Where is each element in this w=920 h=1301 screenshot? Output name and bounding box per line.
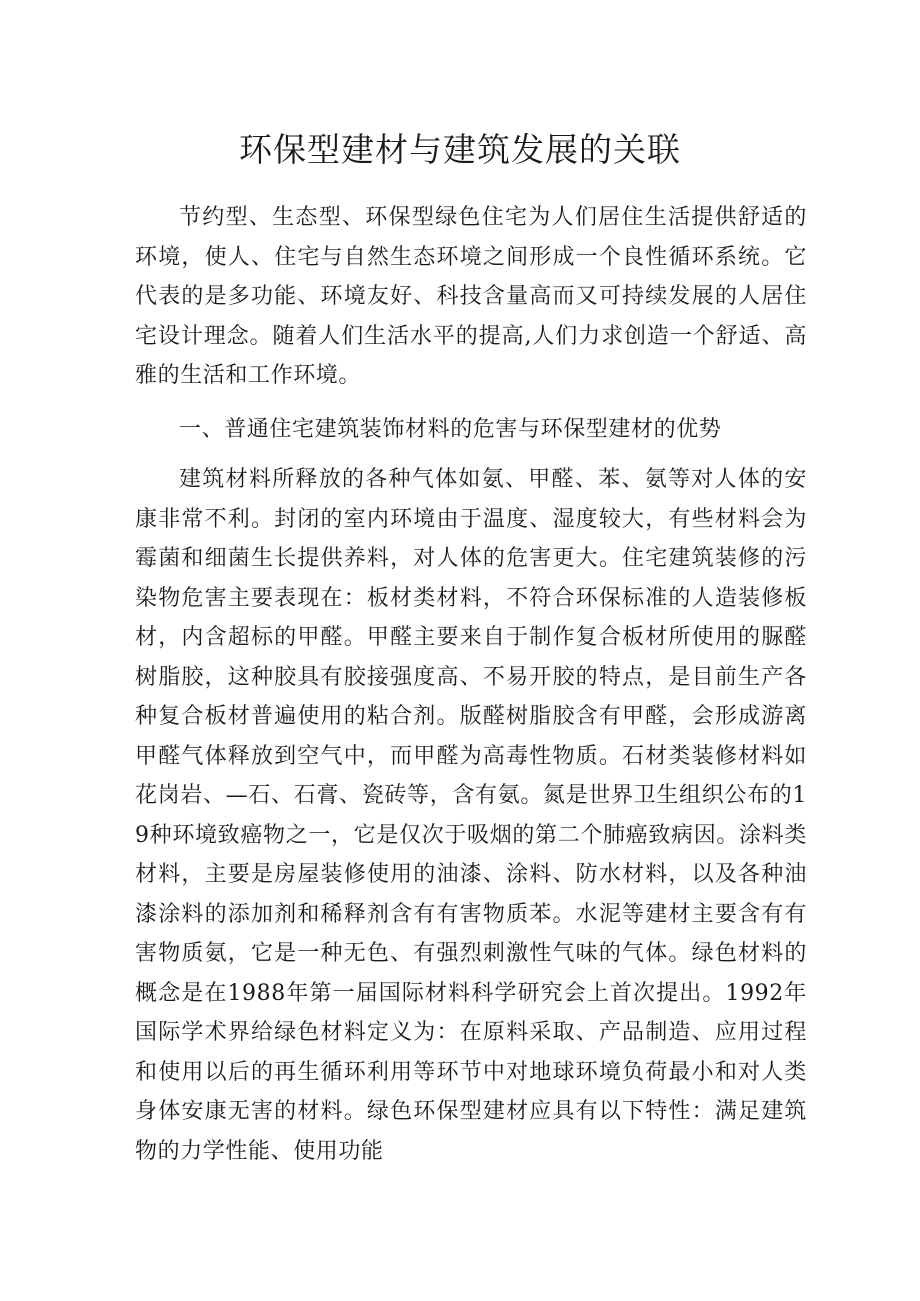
body-paragraph: 建筑材料所释放的各种气体如氨、甲醛、苯、氨等对人体的安康非常不利。封闭的室内环境由于温度、湿度较大，有些材料会为霉菌和细菌生长提供养料，对人体的危害更大。住宅建筑装修的污染物危害主要表现在：板材类材料，不符合环保标准的人造装修板材，内含超标的甲醛。甲醛主要来自于制作复合板材所使用的脲醛树脂胶，这种胶具有胶接强度高、不易开胶的特点，是目前生产各种复合板材普遍使用的粘合剂。版醛树脂胶含有甲醛，会形成游离甲醛气体释放到空气中，而甲醛为高毒性物质。石材类装修材料如花岗岩、—石、石膏、瓷砖等，含有氨。氮是世界卫生组织公布的19种环境致癌物之一，它是仅次于吸烟的第二个肺癌致病因。涂料类材料，主要是房屋装修使用的油漆、涂料、防水材料，以及各种油漆涂料的添加剂和稀释剂含有有害物质苯。水泥等建材主要含有有害物质氨，它是一种无色、有强烈刺激性气味的气体。绿色材料的概念是在1988年第一届国际材料科学研究会上首次提出。1992年国际学术界给绿色材料定义为：在原料采取、产品制造、应用过程和使用以后的再生循环利用等环节中对地球环境负荷最小和对人类身体安康无害的材料。绿色环保型建材应具有以下特性：满足建筑物的力学性能、使用功能 (135, 467, 807, 1164)
section-heading: 一、普通住宅建筑装饰材料的危害与环保型建材的优势 (179, 417, 722, 442)
intro-paragraph: 节约型、生态型、环保型绿色住宅为人们居住生活提供舒适的环境，使人、住宅与自然生态环境之间形成一个良性循环系统。它代表的是多功能、环境友好、科技含量高而又可持续发展的人居住宅设计理念。随着人们生活水平的提高,人们力求创造一个舒适、高雅的生活和工作环境。 (135, 205, 807, 388)
document-title: 环保型建材与建筑发展的关联 (239, 130, 681, 169)
